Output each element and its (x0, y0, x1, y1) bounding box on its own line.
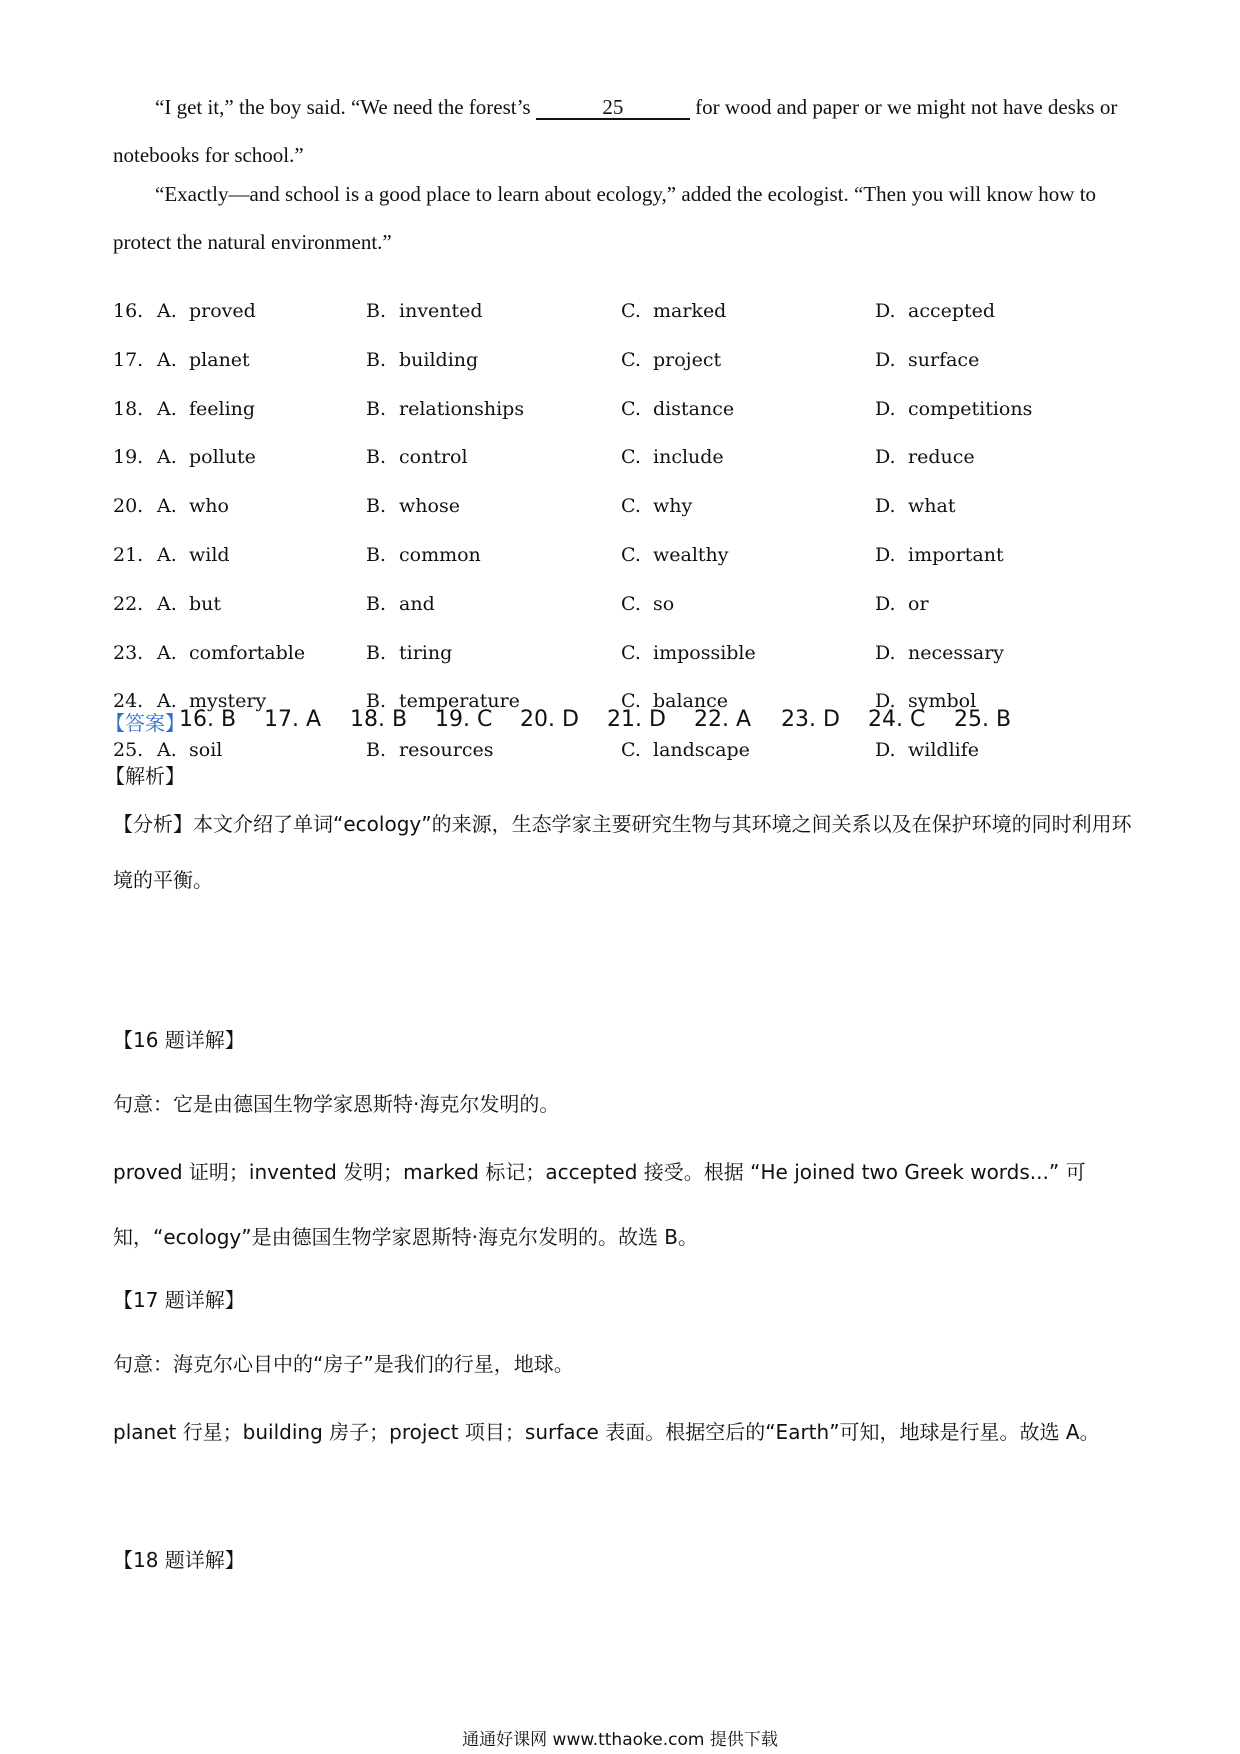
option-text: relationships (399, 397, 525, 420)
option-letter: B. (366, 739, 387, 762)
option-text: landscape (653, 739, 750, 762)
option-letter: A. (157, 592, 177, 615)
question-number: 22. (113, 592, 144, 615)
option-text: tiring (399, 641, 453, 664)
option-text: accepted (908, 300, 996, 322)
passage-paragraph-1 (113, 83, 1133, 179)
option-text: pollute (189, 446, 256, 469)
answer-item: 17. A (264, 707, 322, 732)
option-text: impossible (653, 641, 756, 664)
option-text: reduce (908, 446, 975, 469)
option-text: marked (653, 300, 727, 322)
option-text: what (908, 495, 956, 518)
option-text: wildlife (908, 739, 980, 762)
option-letter: D. (875, 446, 896, 469)
option-letter: C. (621, 446, 641, 469)
option-text: comfortable (189, 641, 306, 664)
passage-text-after-blank: for wood and paper or we might not have desks or notebooks for school.” (113, 95, 1118, 167)
option-text: whose (399, 495, 460, 518)
q16-meaning: 句意：它是由德国生物学家恩斯特·海克尔发明的。 (113, 1092, 560, 1116)
page-footer: 通通好课网 www.tthaoke.com 提供下载 (462, 1730, 778, 1750)
option-letter: C. (621, 641, 641, 664)
question-row (113, 642, 1133, 672)
answer-item: 18. B (350, 707, 408, 732)
analysis-label: 【解析】 (105, 764, 185, 788)
option-letter: C. (621, 397, 641, 420)
option-letter: D. (875, 690, 896, 713)
q16-heading: 【16 题详解】 (113, 1028, 245, 1052)
answer-item: 20. D (520, 707, 579, 732)
option-letter: B. (366, 544, 387, 566)
answer-item: 21. D (607, 707, 666, 732)
option-text: invented (399, 300, 483, 322)
blank-25: 25 (536, 96, 690, 120)
option-letter: C. (621, 690, 641, 713)
option-text: symbol (908, 690, 977, 713)
option-letter: A. (157, 446, 177, 469)
option-text: necessary (908, 641, 1005, 664)
option-text: control (399, 446, 468, 469)
option-letter: D. (875, 300, 896, 322)
option-letter: B. (366, 446, 387, 469)
passage-paragraph-2: “Exactly—and school is a good place to learn about ecology,” added the ecologist. “Then you will know how to protect the natural environment.” (113, 182, 1097, 254)
answer-item: 19. C (435, 707, 493, 732)
option-letter: A. (157, 739, 177, 762)
option-text: but (189, 592, 222, 615)
option-letter: D. (875, 348, 896, 371)
option-letter: D. (875, 544, 896, 566)
option-text: who (189, 495, 229, 518)
option-letter: A. (157, 300, 177, 322)
option-letter: A. (157, 397, 177, 420)
question-row (113, 495, 1133, 525)
passage-text-before-blank: “I get it,” the boy said. “We need the forest’s (155, 95, 536, 119)
question-row (113, 593, 1133, 623)
option-letter: C. (621, 739, 641, 762)
option-letter: A. (157, 690, 177, 713)
q17-heading: 【17 题详解】 (113, 1288, 245, 1312)
option-text: wealthy (653, 544, 729, 566)
option-letter: B. (366, 641, 387, 664)
option-text: why (653, 495, 693, 518)
option-letter: C. (621, 300, 641, 322)
option-text: important (908, 544, 1004, 566)
q17-meaning: 句意：海克尔心目中的“房子”是我们的行星，地球。 (113, 1352, 574, 1376)
option-letter: D. (875, 592, 896, 615)
question-row (113, 544, 1133, 574)
question-number: 25. (113, 739, 144, 762)
question-number: 16. (113, 300, 144, 322)
option-text: project (653, 348, 722, 371)
option-letter: D. (875, 641, 896, 664)
option-text: competitions (908, 397, 1033, 420)
option-letter: C. (621, 592, 641, 615)
option-text: surface (908, 348, 980, 371)
option-text: planet (189, 348, 250, 371)
question-number: 21. (113, 544, 144, 566)
option-text: resources (399, 739, 494, 762)
option-letter: D. (875, 739, 896, 762)
analysis-summary: 【分析】本文介绍了单词“ecology”的来源，生态学家主要研究生物与其环境之间关系以及在保护环境的同时利用环境的平衡。 (113, 812, 1132, 892)
option-letter: C. (621, 544, 641, 566)
answer-label: 【答案】 (105, 711, 185, 735)
answer-row (105, 707, 1133, 743)
option-text: temperature (399, 690, 520, 713)
question-number: 17. (113, 348, 144, 371)
option-letter: B. (366, 690, 387, 713)
q17-explanation: planet 行星；building 房子；project 项目；surface 表面。根据空后的“Earth”可知，地球是行星。故选 A。 (113, 1420, 1100, 1444)
question-number: 18. (113, 397, 144, 420)
answer-item: 24. C (868, 707, 926, 732)
option-text: building (399, 348, 479, 371)
option-text: or (908, 592, 929, 615)
option-text: soil (189, 739, 223, 762)
option-letter: B. (366, 300, 387, 322)
option-text: so (653, 592, 675, 615)
answer-item: 16. B (179, 707, 237, 732)
question-row (113, 446, 1133, 476)
option-letter: D. (875, 397, 896, 420)
option-text: feeling (189, 397, 256, 420)
option-letter: B. (366, 348, 387, 371)
answer-item: 23. D (781, 707, 840, 732)
question-row (113, 300, 1133, 330)
option-letter: A. (157, 495, 177, 518)
option-letter: A. (157, 544, 177, 566)
option-text: distance (653, 397, 735, 420)
question-row (113, 398, 1133, 428)
question-number: 24. (113, 690, 144, 713)
option-letter: B. (366, 592, 387, 615)
option-text: and (399, 592, 435, 615)
option-letter: C. (621, 495, 641, 518)
option-text: balance (653, 690, 729, 713)
answer-item: 25. B (954, 707, 1012, 732)
option-text: proved (189, 300, 256, 322)
option-text: mystery (189, 690, 267, 713)
option-letter: A. (157, 641, 177, 664)
option-letter: B. (366, 397, 387, 420)
question-row (113, 739, 1133, 769)
q18-heading: 【18 题详解】 (113, 1548, 245, 1572)
q16-explanation: proved 证明；invented 发明；marked 标记；accepted 接受。根据 “He joined two Greek words...” 可知，“ecology”是由德国生物学家恩斯特·海克尔发明的。故选 B。 (113, 1160, 1086, 1249)
option-letter: C. (621, 348, 641, 371)
option-text: include (653, 446, 724, 469)
option-text: wild (189, 544, 230, 566)
question-number: 20. (113, 495, 144, 518)
question-number: 19. (113, 446, 144, 469)
question-row (113, 349, 1133, 379)
option-text: common (399, 544, 481, 566)
option-letter: D. (875, 495, 896, 518)
answer-item: 22. A (694, 707, 752, 732)
option-letter: A. (157, 348, 177, 371)
question-number: 23. (113, 641, 144, 664)
option-letter: B. (366, 495, 387, 518)
